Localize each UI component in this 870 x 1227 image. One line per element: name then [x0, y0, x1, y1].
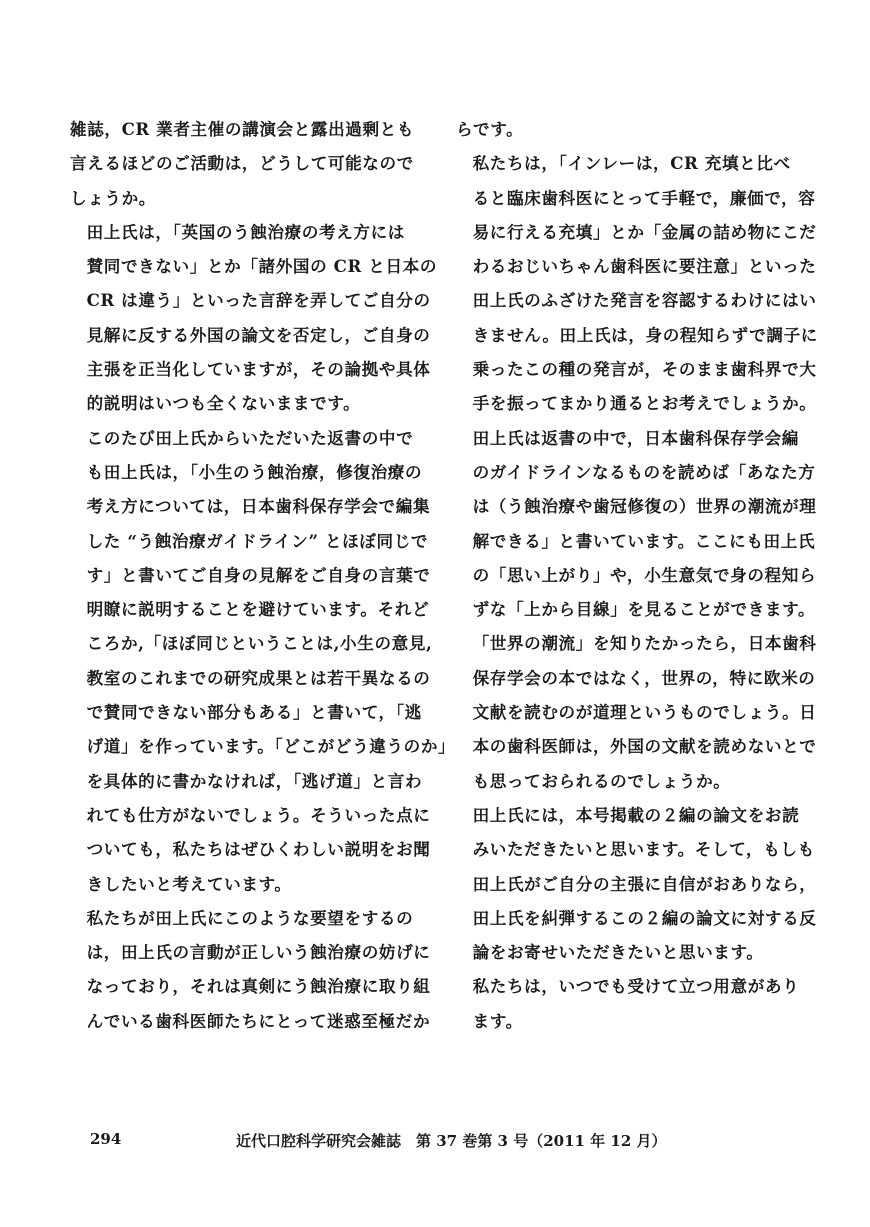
text-line: CR は違う」といった言辞を弄してご自分の: [86, 290, 431, 311]
text-line: 論をお寄せいただきたいと思います。: [472, 942, 764, 963]
text-line: きません。田上氏は，身の程知らずで調子に: [472, 324, 818, 345]
text-line: 保存学会の本ではなく，世界の，特に欧米の: [472, 667, 816, 688]
text-line: みいただきたいと思います。そして，もしも: [472, 839, 815, 860]
text-line: わるおじいちゃん歯科医に要注意」といった: [472, 256, 817, 277]
text-line: ついても，私たちはぜひくわしい説明をお聞: [86, 839, 431, 860]
text-line: 「世界の潮流」を知りたかったら，日本歯科: [472, 633, 817, 654]
text-line: 主張を正当化していますが，その論拠や具体: [86, 359, 431, 380]
text-line: 田上氏のふざけた発言を容認するわけにはい: [472, 290, 817, 311]
journal-citation: 近代口腔科学研究会雑誌 第 37 巻第 3 号（2011 年 12 月）: [236, 1132, 667, 1150]
text-line: げ道」を作っています。「どこがどう違うのか」: [86, 736, 456, 757]
text-line: 見解に反する外国の論文を否定し，ご自身の: [86, 324, 431, 345]
text-line: 本の歯科医師は，外国の文献を読めないとで: [472, 736, 817, 757]
text-line: 教室のこれまでの研究成果とは若干異なるの: [86, 667, 431, 688]
text-line: を具体的に書かなければ，「逃げ道」と言わ: [86, 770, 423, 791]
paragraph: [456, 421, 816, 798]
text-line: しょうか。: [70, 187, 156, 208]
paragraph: [70, 901, 430, 1038]
text-line: の「思い上がり」や，小生意気で身の程知ら: [472, 564, 817, 585]
text-line: 私たちは，いつでも受けて立つ用意があり: [472, 976, 800, 997]
text-line: のガイドラインなるものを読めば「あなた方: [472, 461, 816, 482]
text-line: で賛同できない部分もある」と書いて，「逃: [86, 702, 422, 723]
text-line: も田上氏は，「小生のう蝕治療，修復治療の: [86, 461, 423, 482]
paragraph: [70, 421, 456, 901]
text-line: 乗ったこの種の発言が，そのまま歯科界で大: [472, 359, 817, 380]
text-line: 賛同できない」とか「諸外国の CR と日本の: [86, 256, 438, 277]
text-line: す」と書いてご自身の見解をご自身の言葉で: [86, 564, 431, 585]
paragraph: [456, 112, 816, 146]
text-line: んでいる歯科医師たちにとって迷惑至極だか: [86, 1010, 431, 1031]
text-line: 言えるほどのご活動は，どうして可能なので: [70, 153, 414, 174]
text-line: 田上氏は返書の中で，日本歯科保存学会編: [472, 427, 799, 448]
paragraph: [70, 112, 430, 215]
text-line: 考え方については，日本歯科保存学会で編集: [86, 496, 431, 517]
text-line: 解できる」と書いています。ここにも田上氏: [472, 530, 816, 551]
text-line: れても仕方がないでしょう。そういった点に: [86, 804, 431, 825]
text-line: 田上氏がご自分の主張に自信がおありなら，: [472, 873, 817, 894]
text-line: 雑誌，CR 業者主催の講演会と露出過剰とも: [70, 119, 415, 139]
text-line: このたび田上氏からいただいた返書の中で: [86, 427, 414, 448]
text-line: は（う蝕治療や歯冠修復の）世界の潮流が理: [472, 496, 817, 517]
paragraph: [70, 215, 438, 421]
right-text-column: [456, 112, 816, 1038]
text-line: 田上氏には，本号掲載の２編の論文をお読: [472, 804, 800, 825]
left-text-column: [70, 112, 456, 1038]
text-line: も思っておられるのでしょうか。: [472, 770, 731, 791]
text-line: なっており，それは真剣にう蝕治療に取り組: [86, 976, 431, 997]
page-footer: [0, 1130, 870, 1154]
text-line: 文献を読むのが道理というものでしょう。日: [472, 702, 817, 723]
paragraph: [456, 798, 816, 969]
paragraph: [456, 969, 816, 1038]
text-line: ると臨床歯科医にとって手軽で，廉価で，容: [472, 187, 816, 208]
text-line: 私たちは，「インレーは，CR 充填と比べ: [472, 153, 791, 174]
text-line: ずな「上から目線」を見ることができます。: [472, 599, 816, 620]
paragraph: [456, 146, 816, 420]
text-line: 的説明はいつも全くないままです。: [86, 393, 361, 414]
text-line: 手を振ってまかり通るとお考えでしょうか。: [472, 393, 817, 414]
text-line: 易に行える充填」とか「金属の詰め物にこだ: [472, 221, 817, 242]
text-line: らです。: [456, 119, 524, 139]
page-number: 294: [90, 1130, 122, 1148]
text-line: 田上氏を糾弾するこの２編の論文に対する反: [472, 907, 817, 928]
text-line: 私たちが田上氏にこのような要望をするの: [86, 907, 414, 928]
text-line: ます。: [472, 1010, 523, 1031]
text-line: ころか,「ほぼ同じということは,小生の意見,: [86, 633, 433, 654]
text-line: 明瞭に説明することを避けています。それど: [86, 599, 430, 620]
text-line: した “う蝕治療ガイドライン” とほぼ同じで: [86, 530, 429, 551]
text-line: は，田上氏の言動が正しいう蝕治療の妨げに: [86, 942, 431, 963]
text-line: きしたいと考えています。: [86, 873, 292, 894]
text-line: 田上氏は，「英国のう蝕治療の考え方には: [86, 221, 405, 242]
